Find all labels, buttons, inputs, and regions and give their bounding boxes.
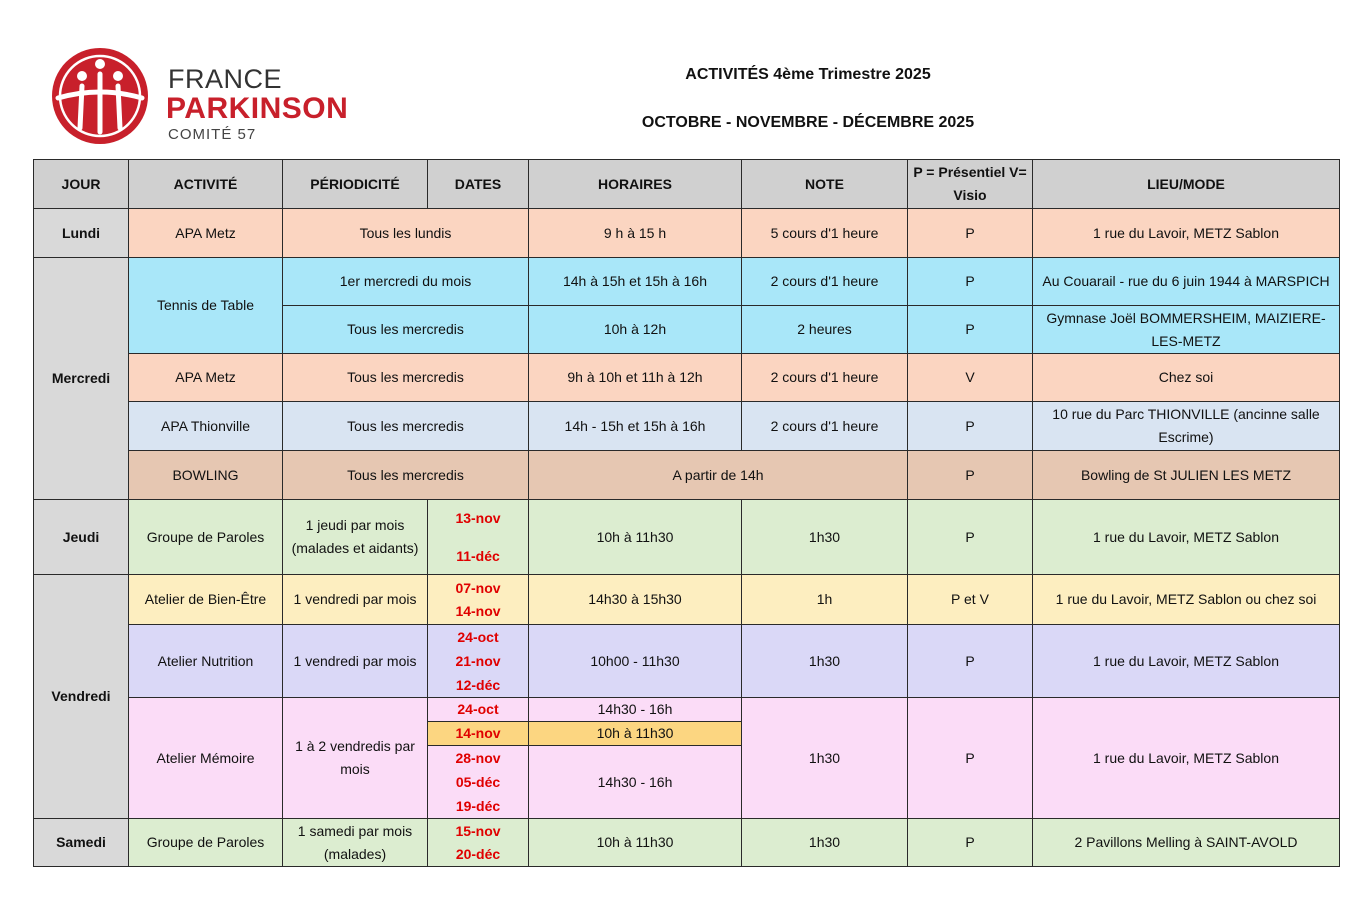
hours-cell: 14h30 - 16h [529,746,742,819]
note-cell: 1h30 [742,819,908,867]
day-cell-vendredi: Vendredi [34,575,129,819]
dates-cell [428,625,529,698]
place-cell: 1 rue du Lavoir, METZ Sablon [1033,698,1340,819]
period-cell: Tous les lundis [283,209,529,258]
page-subtitle: OCTOBRE - NOVEMBRE - DÉCEMBRE 2025 [641,114,975,131]
activity-cell: Atelier Nutrition [129,625,283,698]
date-item: 12-déc [455,677,501,693]
mode-cell: V [908,354,1033,402]
place-cell: 2 Pavillons Melling à SAINT-AVOLD [1033,819,1340,867]
hours-cell: 14h à 15h et 15h à 16h [529,258,742,306]
note-cell: 1h30 [742,500,908,575]
note-cell: 2 heures [742,306,908,354]
hours-cell: 9h à 10h et 11h à 12h [529,354,742,402]
activity-cell: APA Metz [129,209,283,258]
period-cell: Tous les mercredis [283,451,529,500]
column-header-activite: ACTIVITÉ [129,160,283,209]
logo-text-france: FRANCE [168,64,283,94]
column-header-dates: DATES [428,160,529,209]
date-item: 07-nov [455,579,501,596]
activity-cell: APA Metz [129,354,283,402]
hours-cell: 14h30 - 16h [529,698,742,722]
place-cell: 10 rue du Parc THIONVILLE (ancinne salle Escrime) [1033,402,1340,451]
note-cell: 2 cours d'1 heure [742,354,908,402]
note-cell: 1h30 [742,698,908,819]
table-header-row [34,160,1340,209]
logo-text-parkinson: PARKINSON [166,92,349,125]
date-item: 14-nov [428,722,529,746]
place-cell: Bowling de St JULIEN LES METZ [1033,451,1340,500]
dates-cell [428,746,529,819]
hours-cell: 10h à 12h [529,306,742,354]
note-cell: 1h [742,575,908,625]
date-item: 13-nov [455,510,501,526]
column-header-horaires: HORAIRES [529,160,742,209]
table-row-mercredi-apa-metz [34,354,1340,402]
activity-cell: Atelier Mémoire [129,698,283,819]
period-cell: 1 à 2 vendredis par mois [283,698,428,819]
mode-cell: P [908,451,1033,500]
date-item: 11-déc [456,548,500,564]
period-cell: Tous les mercredis [283,306,529,354]
date-item: 21-nov [455,653,501,669]
mode-cell: P [908,258,1033,306]
date-item: 28-nov [455,750,501,766]
column-header-periodicite: PÉRIODICITÉ [283,160,428,209]
table-row-vendredi-bien-etre [34,575,1340,625]
mode-cell: P [908,402,1033,451]
page-title: ACTIVITÉS 4ème Trimestre 2025 [685,66,931,83]
date-item: 24-oct [428,698,529,722]
activity-cell: BOWLING [129,451,283,500]
note-cell: 2 cours d'1 heure [742,402,908,451]
place-cell: 1 rue du Lavoir, METZ Sablon [1033,625,1340,698]
dates-cell [428,500,529,575]
period-cell: 1er mercredi du mois [283,258,529,306]
activity-cell: Tennis de Table [129,258,283,354]
day-cell-samedi: Samedi [34,819,129,867]
period-cell: 1 vendredi par mois [283,625,428,698]
france-parkinson-logo-icon [44,46,156,146]
date-item: 24-oct [457,629,499,645]
date-item: 14-nov [455,602,501,619]
hours-cell: 9 h à 15 h [529,209,742,258]
column-header-mode: P = Présentiel V= Visio [908,160,1033,209]
period-cell: 1 samedi par mois (malades) [283,819,428,867]
table-row-mercredi-tennis-1 [34,258,1340,306]
hours-cell: 14h - 15h et 15h à 16h [529,402,742,451]
date-item: 15-nov [455,822,501,839]
table-row-vendredi-memoire-1 [34,698,1340,722]
hours-cell: A partir de 14h [529,451,908,500]
note-cell: 1h30 [742,625,908,698]
date-item: 20-déc [455,845,501,862]
place-cell: Au Couarail - rue du 6 juin 1944 à MARSPICH [1033,258,1340,306]
note-cell: 5 cours d'1 heure [742,209,908,258]
column-header-jour: JOUR [34,160,129,209]
date-item: 19-déc [455,798,501,814]
date-item: 05-déc [455,774,501,790]
column-header-lieu: LIEU/MODE [1033,160,1340,209]
column-header-note: NOTE [742,160,908,209]
hours-cell: 14h30 à 15h30 [529,575,742,625]
table-row-vendredi-nutrition [34,625,1340,698]
place-cell: Chez soi [1033,354,1340,402]
table-row-mercredi-apa-thionville [34,402,1340,451]
mode-cell: P [908,209,1033,258]
day-cell-jeudi: Jeudi [34,500,129,575]
mode-cell: P [908,500,1033,575]
mode-cell: P et V [908,575,1033,625]
mode-cell: P [908,306,1033,354]
table-row-mercredi-bowling [34,451,1340,500]
hours-cell: 10h00 - 11h30 [529,625,742,698]
hours-cell: 10h à 11h30 [529,722,742,746]
table-row-jeudi-groupe-paroles [34,500,1340,575]
activity-cell: Groupe de Paroles [129,819,283,867]
hours-cell: 10h à 11h30 [529,819,742,867]
logo-text-comite: COMITÉ 57 [168,126,257,143]
france-parkinson-logo [44,46,384,146]
activity-cell: Atelier de Bien-Être [129,575,283,625]
period-cell: Tous les mercredis [283,402,529,451]
mode-cell: P [908,625,1033,698]
dates-cell [428,575,529,625]
dates-cell [428,819,529,867]
table-row-lundi-apa [34,209,1340,258]
place-cell: 1 rue du Lavoir, METZ Sablon ou chez soi [1033,575,1340,625]
period-cell: Tous les mercredis [283,354,529,402]
place-cell: 1 rue du Lavoir, METZ Sablon [1033,500,1340,575]
hours-cell: 10h à 11h30 [529,500,742,575]
place-cell: Gymnase Joël BOMMERSHEIM, MAIZIERE-LES-METZ [1033,306,1340,354]
place-cell: 1 rue du Lavoir, METZ Sablon [1033,209,1340,258]
day-cell-mercredi: Mercredi [34,258,129,500]
period-cell: 1 jeudi par mois (malades et aidants) [283,500,428,575]
note-cell: 2 cours d'1 heure [742,258,908,306]
activity-cell: APA Thionville [129,402,283,451]
activity-cell: Groupe de Paroles [129,500,283,575]
mode-cell: P [908,698,1033,819]
day-cell-lundi: Lundi [34,209,129,258]
period-cell: 1 vendredi par mois [283,575,428,625]
mode-cell: P [908,819,1033,867]
table-row-samedi-groupe-paroles [34,819,1340,867]
activities-table [33,159,1340,867]
